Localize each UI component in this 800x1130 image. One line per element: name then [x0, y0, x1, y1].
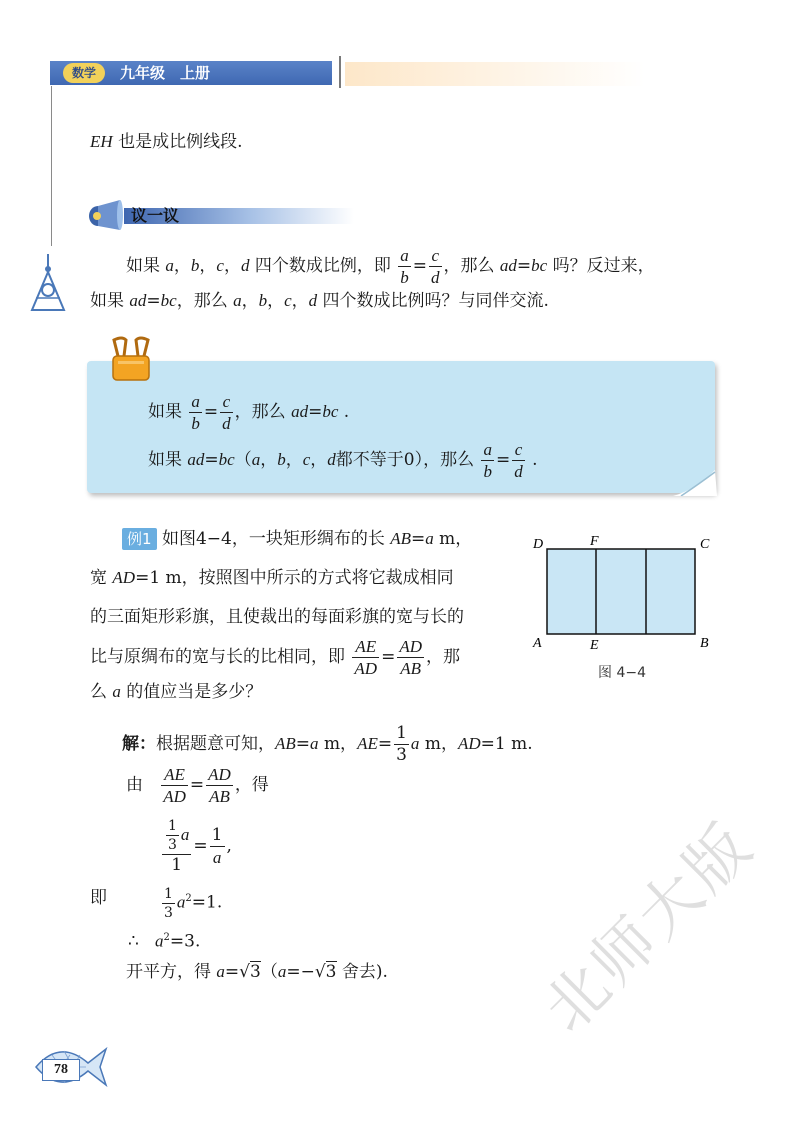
example-line-2: 宽 AD=1 m，按照图中所示的方式将它裁成相同	[90, 568, 454, 588]
example-line-4: 比与原绸布的宽与长的比相同，即 $\frac{AE}{AD}$ = $\frac{AD}{AB}$ ，那	[90, 637, 460, 678]
binder-clip-icon	[110, 336, 152, 382]
header-grade: 九年级 上册	[120, 64, 211, 82]
example-line-3: 的三面矩形彩旗，且使裁出的每面彩旗的宽与长的	[90, 607, 464, 627]
text-eh-line: EH 也是成比例线段.	[90, 132, 243, 152]
solution-line-4: $\frac{1}{3}$ $a^2=1$.	[164, 885, 223, 921]
note-line-1: 如果 $\frac{a}{b}$ = $\frac{c}{d}$ ，那么 ad=bc .	[148, 392, 350, 433]
label-B: B	[700, 636, 709, 650]
side-rule	[51, 86, 52, 246]
example-line-5: 么 a 的值应当是多少？	[90, 682, 263, 702]
discuss-line-1: 如果 a，b，c，d 四个数成比例，即 $\frac{a}{b}$ = $\frac{c}{d}$ ，那么 ad=bc 吗？反过来，	[126, 246, 655, 287]
subject-badge: 数学	[63, 63, 105, 83]
example-tag: 例1	[122, 528, 157, 550]
solution-line-6: 开平方，得 a=√3（a=−√3 舍去).	[126, 962, 388, 982]
megaphone-icon	[88, 197, 124, 231]
label-A: A	[533, 636, 542, 650]
label-E: E	[590, 638, 599, 650]
solution-line-5: ∴ $a^2=3$.	[128, 931, 201, 952]
discuss-title: 议一议	[131, 206, 180, 225]
page-number: 78	[42, 1059, 80, 1081]
example-line-1: 例1 如图4−4，一块矩形绸布的长 AB=a m，	[122, 525, 472, 553]
page-curl-icon	[673, 470, 717, 496]
watermark: 北师大版	[529, 807, 768, 1046]
solution-line-1: 解：根据题意可知，AB=a m，AE= $\frac{1}{3}$ a m，AD=1 m.	[122, 723, 533, 765]
figure-caption: 图 4−4	[598, 665, 646, 681]
note-line-2: 如果 ad=bc（a，b，c，d都不等于0），那么 $\frac{a}{b}$ = $\frac{c}{d}$ .	[148, 440, 538, 481]
solution-line-2: 由 $\frac{AE}{AD}$ = $\frac{AD}{AB}$ ，得	[126, 765, 269, 806]
header-divider	[339, 56, 341, 88]
discuss-line-2: 如果 ad=bc，那么 a，b，c，d 四个数成比例吗？与同伴交流.	[90, 291, 549, 311]
label-C: C	[700, 537, 710, 552]
solution-line-4-label: 即	[90, 888, 107, 908]
label-D: D	[533, 537, 544, 552]
figure-rect	[547, 549, 695, 634]
header-fade	[345, 62, 645, 86]
label-F: F	[590, 534, 599, 549]
solution-line-3: $\frac{1}{3}$ a 1 = $\frac{1}{a}$ ,	[160, 816, 232, 876]
tower-icon	[28, 254, 68, 312]
figure-4-4	[530, 530, 730, 650]
